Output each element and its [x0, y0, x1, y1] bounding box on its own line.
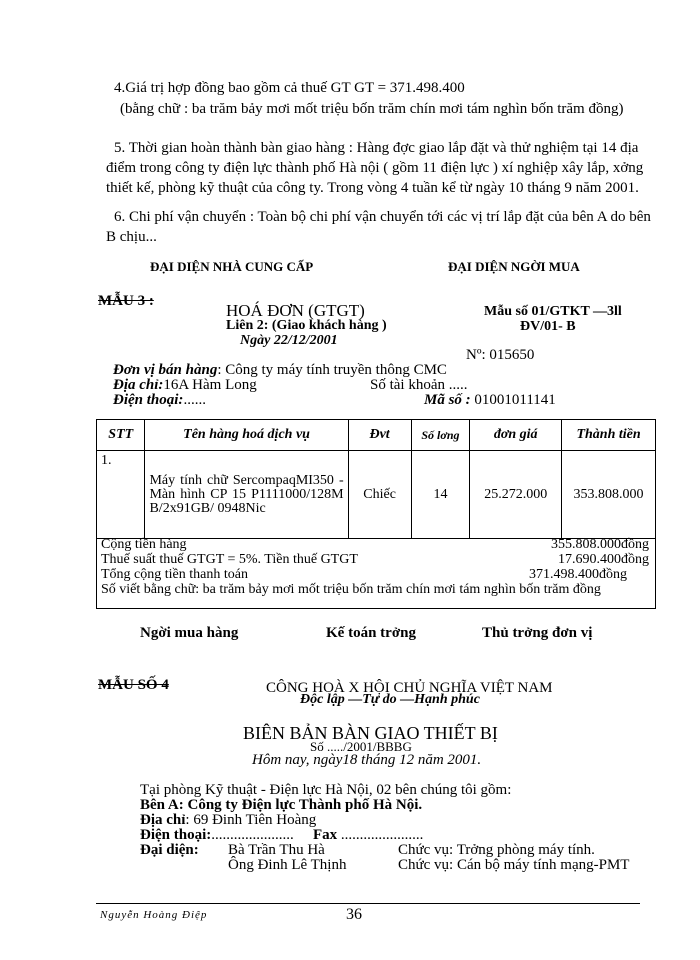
amount-in-words: Số viết bằng chữ: ba trăm bảy mơi mốt triệu bốn trăm chín mơi tám nghìn bốn trăm đồng — [101, 582, 601, 597]
cell-qty: 14 — [411, 451, 470, 539]
handover-number: Số ...../2001/BBBG — [310, 739, 412, 754]
party-a-phone-value: ...................... — [211, 827, 294, 843]
handover-intro: Tại phòng Kỹ thuật - Điện lực Hà Nội, 02 bên chúng tôi gồm: — [140, 782, 512, 798]
party-a: Bên A: Công ty Điện lực Thành phố Hà Nội. — [140, 797, 423, 813]
party-a-address-value: : 69 Đinh Tiên Hoàng — [185, 812, 317, 828]
sign-accountant: Kế toán trởng — [326, 625, 416, 641]
term-5: 5. Thời gian hoàn thành bàn giao hàng : Hàng đợc giao lắp đặt và thử nghiệm tại 14 địa điểm trong công ty điện lực thành phố Hà nội ( gồm 11 điện lực ) xí nghiệp xây lắp, xởng thiết kế, phòng kỹ thuật của công ty. Trong vòng 4 tuần kể từ ngày 10 tháng 9 năm 2001. — [106, 140, 644, 196]
sign-buyer: Ngời mua hàng — [140, 625, 239, 641]
sign-head: Thủ trởng đơn vị — [482, 625, 593, 641]
address-value: 16A Hàm Long — [163, 377, 257, 393]
vat-label: Thuế suất thuế GTGT = 5%. Tiền thuế GTGT — [101, 552, 358, 567]
seller-label: Đơn vị bán hàng — [113, 362, 218, 378]
rep-label: Đại diện: — [140, 842, 199, 858]
invoice-copy-label: Liên 2: (Giao khách hàng ) — [226, 318, 387, 333]
col-name: Tên hàng hoá dịch vụ — [145, 420, 348, 451]
page-number: 36 — [346, 906, 362, 923]
invoice-totals — [96, 537, 656, 609]
cell-price: 25.272.000 — [470, 451, 562, 539]
cell-name: Máy tính chữ SercompaqMI350 -Màn hình CP 15 P1111000/128MB/2x91GB/ 0948Nic — [145, 451, 348, 539]
invoice-number: Nº: 015650 — [466, 347, 535, 363]
address-label: Địa chỉ: — [113, 377, 164, 393]
invoice-title: HOÁ ĐƠN (GTGT) — [226, 301, 365, 320]
cell-unit: Chiếc — [348, 451, 411, 539]
table-row — [97, 451, 656, 539]
phone-label: Điện thoại: — [113, 392, 184, 408]
handover-date: Hôm nay, ngày18 tháng 12 năm 2001. — [252, 752, 482, 768]
cell-stt: 1. — [97, 451, 145, 539]
party-a-fax-value: ...................... — [340, 827, 424, 843]
subtotal-value: 355.808.000đồng — [551, 537, 649, 552]
invoice-table — [96, 419, 656, 539]
invoice-template-code: Mẫu số 01/GTKT —3ll — [484, 304, 622, 319]
country-name: CÔNG HOÀ X HỘI CHỦ NGHĨA VIỆT NAM — [266, 680, 553, 696]
rep-2: Ông Đinh Lê Thịnh — [228, 857, 347, 873]
col-stt: STT — [97, 420, 145, 451]
footer-author: Nguyễn Hoàng Điệp — [100, 909, 208, 921]
term-4-line1: 4.Giá trị hợp đồng bao gồm cả thuế GT GT = 371.498.400 — [114, 80, 465, 96]
total-label: Tổng cộng tiền thanh toán — [101, 567, 248, 582]
col-qty: Số lơng — [411, 420, 470, 451]
role-2: Chức vụ: Cán bộ máy tính mạng-PMT — [398, 857, 630, 873]
total-row — [97, 567, 655, 582]
seller-value: : Công ty máy tính truyền thông CMC — [217, 362, 447, 378]
term-4-line2: (bằng chữ : ba trăm bảy mơi mốt triệu bốn trăm chín mơi tám nghìn bốn trăm đồng) — [120, 101, 624, 117]
table-header-row — [97, 420, 656, 451]
term-6: 6. Chi phí vận chuyển : Toàn bộ chi phí vận chuyển tới các vị trí lắp đặt của bên A do bên B chịu... — [106, 209, 651, 245]
motto: Độc lập —Tự do —Hạnh phúc — [300, 692, 480, 707]
handover-title: BIÊN BẢN BÀN GIAO THIẾT BỊ — [243, 723, 498, 743]
subtotal-label: Cộng tiền hàng — [101, 537, 187, 552]
total-value: 371.498.400đồng — [529, 567, 627, 582]
account-label: Số tài khoản ..... — [370, 377, 468, 393]
rep-1: Bà Trần Thu Hà — [228, 842, 325, 858]
vat-value: 17.690.400đồng — [558, 552, 649, 567]
role-1: Chức vụ: Trởng phòng máy tính. — [398, 842, 595, 858]
party-a-address-label: Địa chỉ — [140, 812, 186, 828]
cell-amount: 353.808.000 — [562, 451, 656, 539]
tax-code-label: Mã số : — [424, 392, 471, 408]
invoice-date: Ngày 22/12/2001 — [240, 333, 338, 348]
handover-form-label: MẪU SỐ 4 — [98, 677, 169, 693]
buyer-representative: ĐẠI DIỆN NGỜI MUA — [448, 259, 580, 274]
invoice-template-code-2: ĐV/01- B — [520, 319, 576, 334]
subtotal-row — [97, 537, 655, 552]
col-amount: Thành tiền — [562, 420, 656, 451]
party-a-fax-label: Fax — [313, 827, 338, 843]
phone-line — [113, 392, 206, 409]
invoice-form-label: MẪU 3 : — [98, 293, 154, 309]
footer-divider — [96, 903, 640, 904]
phone-value: ...... — [183, 392, 206, 408]
tax-code-line — [424, 392, 556, 409]
col-unit: Đvt — [348, 420, 411, 451]
supplier-representative: ĐẠI DIỆN NHÀ CUNG CẤP — [150, 259, 314, 274]
vat-row — [97, 552, 655, 567]
party-a-phone-label: Điện thoại: — [140, 827, 212, 843]
tax-code-value: 01001011141 — [470, 392, 556, 408]
col-price: đơn giá — [470, 420, 562, 451]
